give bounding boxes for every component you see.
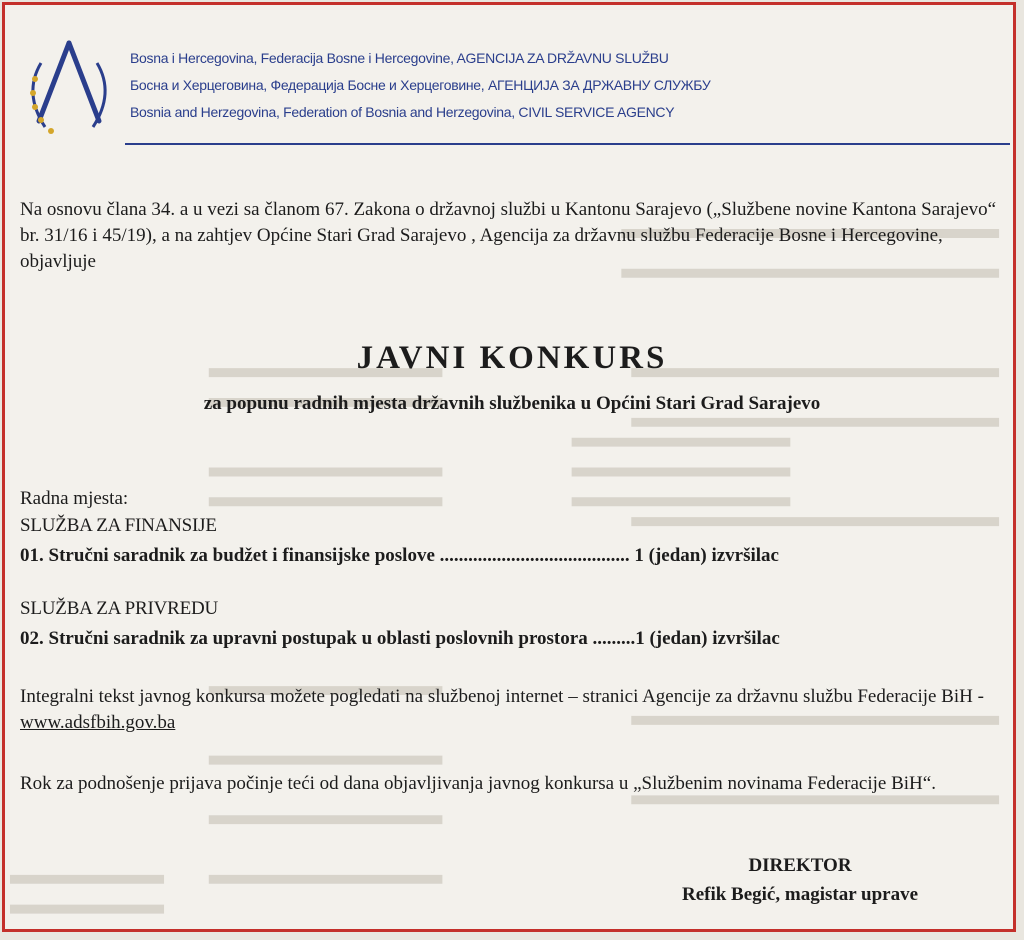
agency-name-latin: Bosna i Hercegovina, Federacija Bosne i Hercegovine, AGENCIJA ZA DRŽAVNU SLUŽBU <box>130 50 669 66</box>
header-divider <box>125 143 1010 145</box>
position-02: 02. Stručni saradnik za upravni postupak u oblasti poslovnih prostora .........1 (jedan) izvršilac <box>20 628 780 649</box>
positions-label: Radna mjesta: <box>20 488 129 509</box>
notice-subtitle: za popunu radnih mjesta državnih službenika u Općini Stari Grad Sarajevo <box>203 393 821 414</box>
intro-paragraph: Na osnovu člana 34. a u vezi sa članom 67. Zakona o državnoj službi u Kantonu Sarajevo („Službene novine Kantona Sarajevo“ br. 31/16 i 45/19), a na zahtjev Općine Stari Grad Sarajevo , Agencija za državnu službu Federacije Bosne i Hercegovine, objavljuje <box>20 199 997 272</box>
signature-role: DIREKTOR <box>748 855 852 876</box>
deadline-paragraph: Rok za podnošenje prijava počinje teći od dana objavljivanja javnog konkursa u „Službenim novinama Federacije BiH“. <box>20 773 936 794</box>
full-text-paragraph <box>20 684 1010 736</box>
agency-name-lines <box>130 45 710 126</box>
notice-title: JAVNI KONKURS <box>356 340 668 376</box>
agency-logo-icon <box>21 35 117 143</box>
agency-name-english: Bosnia and Herzegovina, Federation of Bosnia and Herzegovina, CIVIL SERVICE AGENCY <box>130 104 675 120</box>
full-text-note: Integralni tekst javnog konkursa možete pogledati na službenoj internet – stranici Agencije za državnu službu Federacije BiH - <box>20 686 984 707</box>
agency-header <box>15 29 1000 149</box>
department-finance: SLUŽBA ZA FINANSIJE <box>20 515 217 536</box>
department-economy: SLUŽBA ZA PRIVREDU <box>20 598 219 619</box>
agency-name-cyrillic: Босна и Херцеговина, Федерација Босне и Херцеговине, АГЕНЦИЈА ЗА ДРЖАВНУ СЛУЖБУ <box>130 77 711 93</box>
signature-name: Refik Begić, magistar uprave <box>681 884 919 905</box>
position-01: 01. Stručni saradnik za budžet i finansijske poslove ........................................ 1 (jedan) izvršilac <box>20 545 779 566</box>
website-link[interactable]: www.adsfbih.gov.ba <box>20 712 176 733</box>
